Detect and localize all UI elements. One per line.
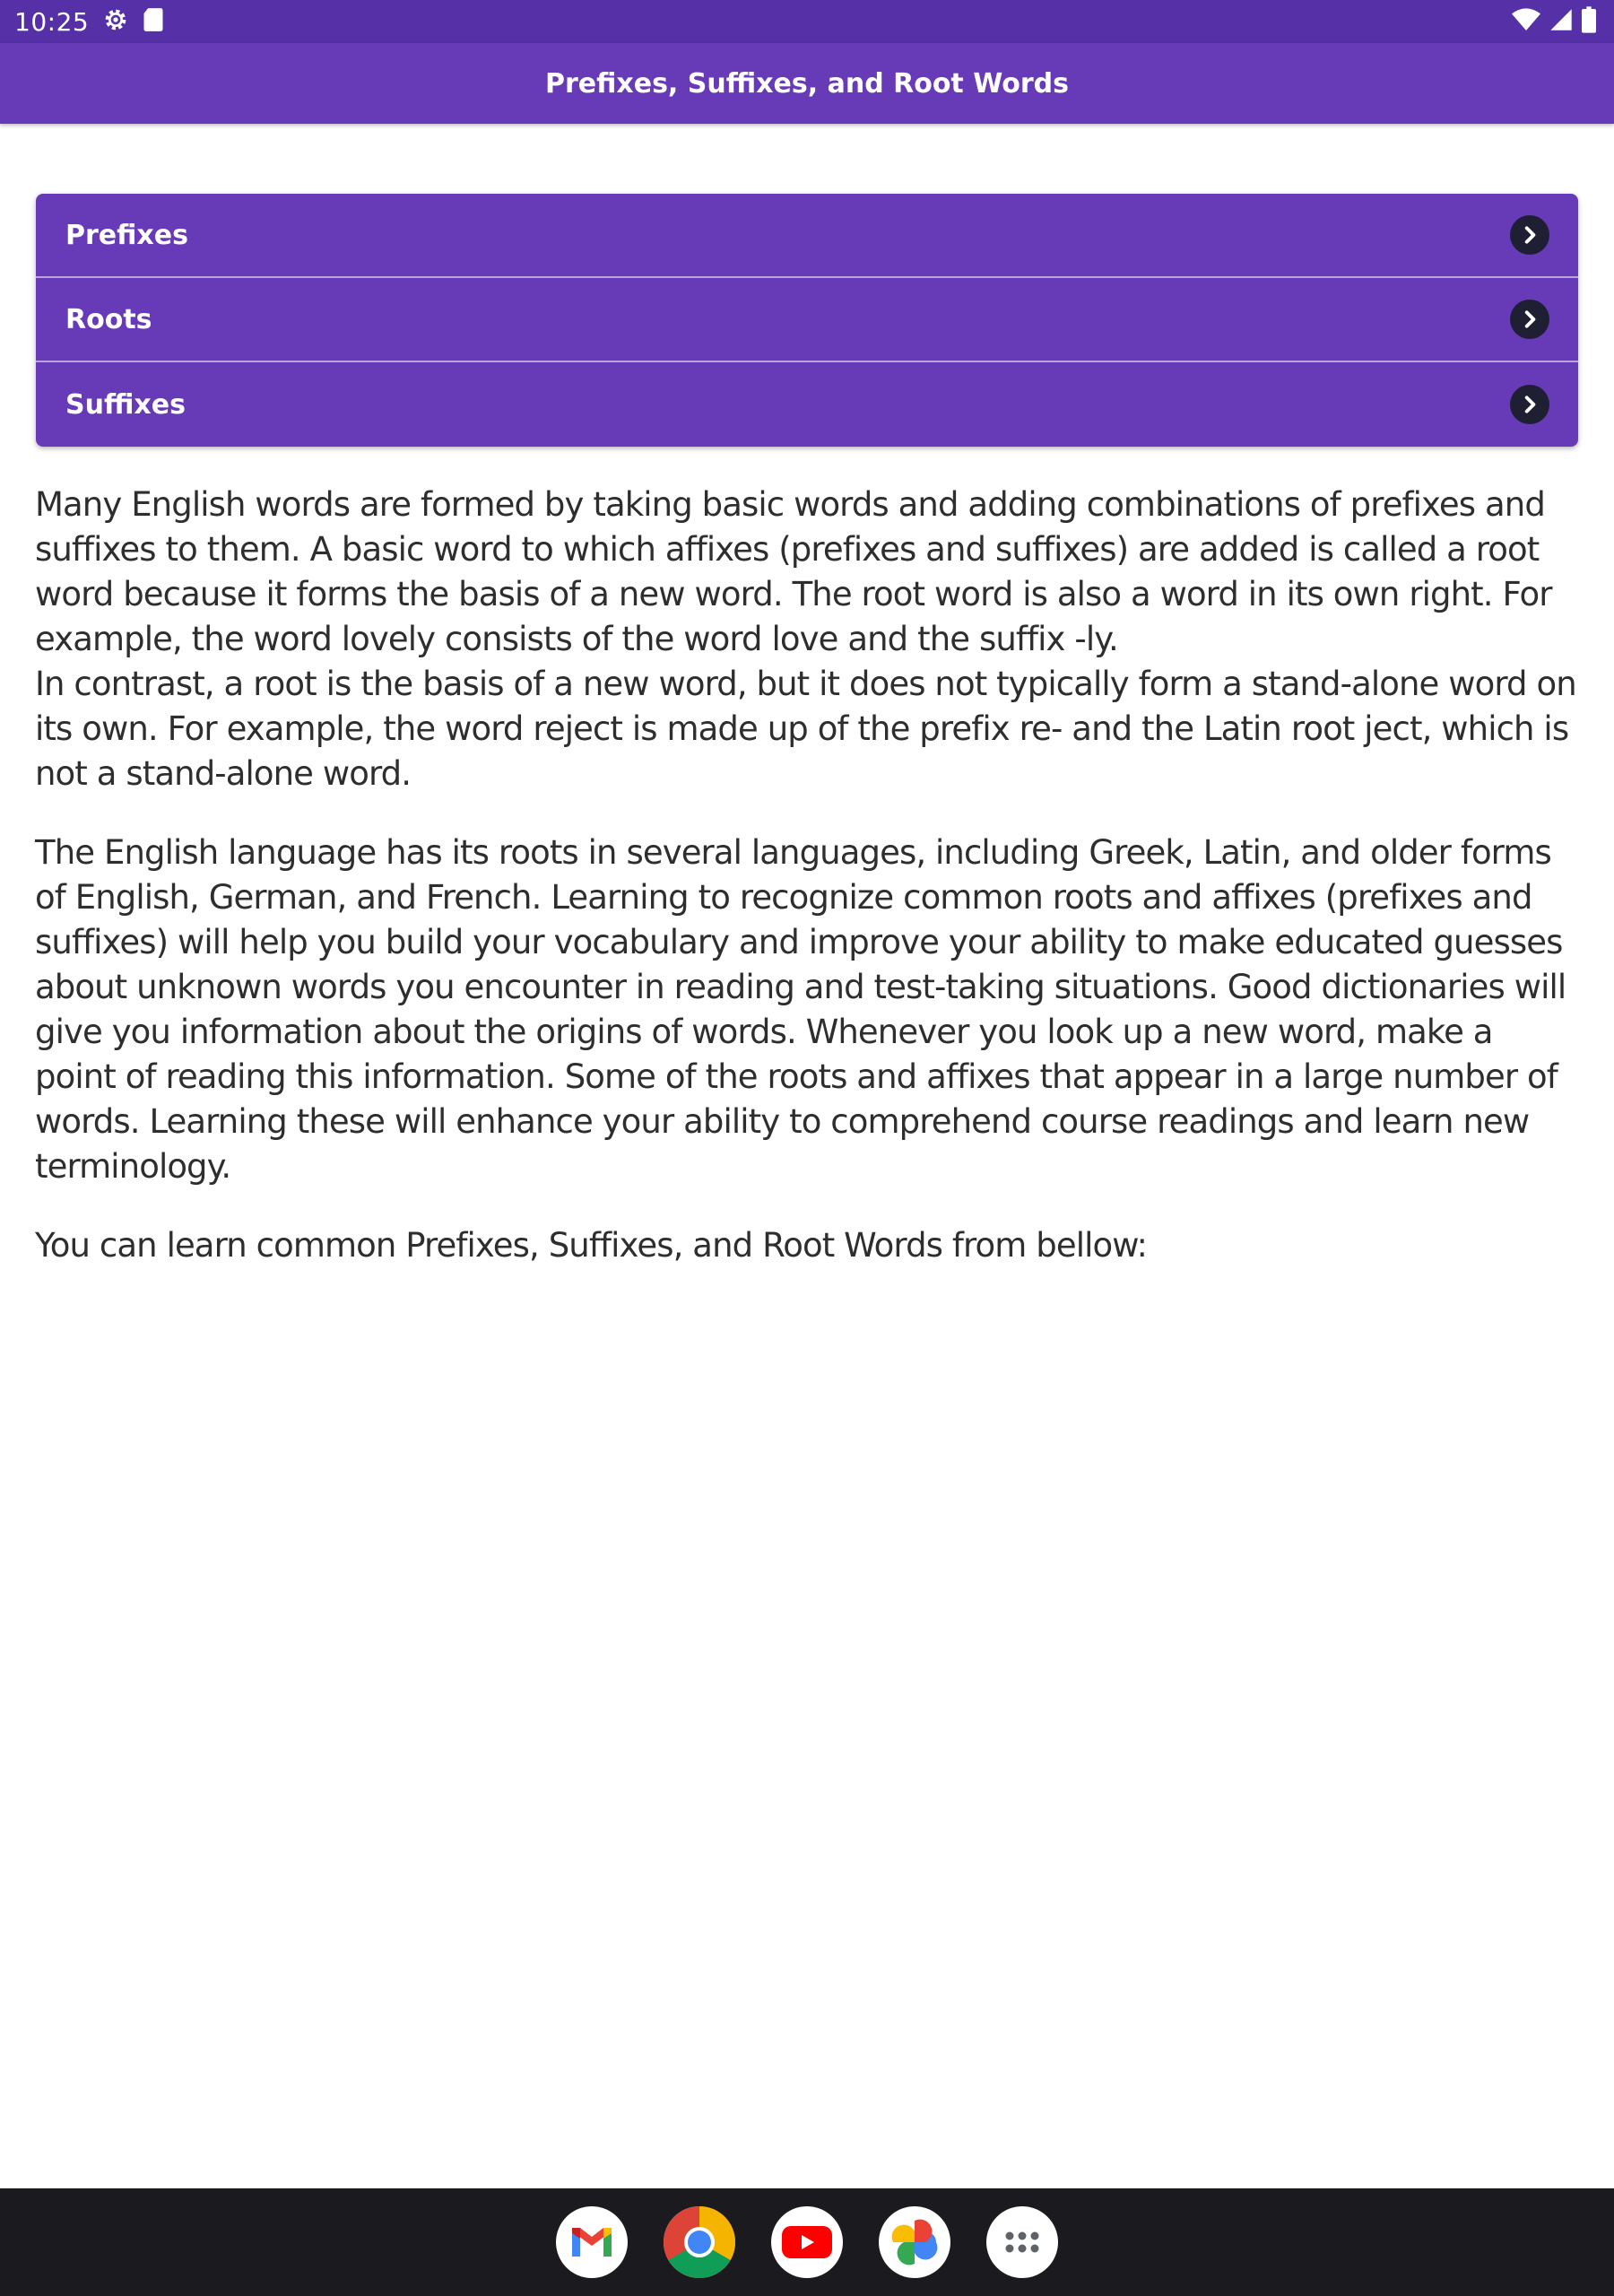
topic-menu	[36, 194, 1578, 447]
menu-item-suffixes[interactable]	[36, 362, 1578, 447]
menu-item-roots[interactable]	[36, 278, 1578, 362]
settings-gear-icon	[101, 5, 130, 39]
app-drawer-icon[interactable]	[986, 2206, 1058, 2278]
chevron-right-icon	[1510, 215, 1549, 255]
paragraph-intro-part1: Many English words are formed by taking basic words and adding combinations of prefixes and suffixes to them. A basic word to which affixes (prefixes and suffixes) are added is called a root word because it forms the basis of a new word. The root word is also a word in its own right. For example, the word lovely consists of the word love and the suffix -ly.	[35, 485, 1552, 658]
chevron-right-icon	[1510, 385, 1549, 424]
paragraph-cta: You can learn common Prefixes, Suffixes, and Root Words from bellow:	[35, 1226, 1148, 1265]
battery-icon	[1582, 6, 1596, 38]
article-content	[35, 483, 1579, 1302]
status-right	[1512, 6, 1596, 38]
status-time: 10:25	[14, 6, 90, 37]
wifi-icon	[1512, 7, 1540, 37]
app-bar	[0, 43, 1614, 124]
paragraph-intro	[35, 483, 1579, 796]
menu-item-label: Suffixes	[65, 388, 186, 421]
paragraph-origins: The English language has its roots in several languages, including Greek, Latin, and older forms of English, German, and French. Learning to recognize common roots and affixes (prefixes and suffixes) will help you build your vocabulary and improve your ability to make educated guesses about unknown words you encounter in reading and test-taking situations. Good dictionaries will give you information about the origins of words. Whenever you look up a new word, make a point of reading this information. Some of the roots and affixes that appear in a large number of words. Learning these will enhance your ability to comprehend course readings and learn new terminology.	[35, 833, 1566, 1186]
menu-item-label: Prefixes	[65, 219, 188, 251]
page-title: Prefixes, Suffixes, and Root Words	[545, 67, 1069, 100]
gmail-icon[interactable]	[556, 2206, 628, 2278]
status-left	[14, 5, 164, 39]
status-bar	[0, 0, 1614, 43]
app-dock	[0, 2188, 1614, 2296]
chrome-icon[interactable]	[664, 2206, 735, 2278]
chevron-right-icon	[1510, 300, 1549, 339]
photos-icon[interactable]	[879, 2206, 950, 2278]
menu-item-prefixes[interactable]	[36, 194, 1578, 278]
sd-card-icon	[143, 7, 164, 37]
paragraph-intro-part2: In contrast, a root is the basis of a new word, but it does not typically form a stand-alone word on its own. For example, the word reject is made up of the prefix re- and the Latin root ject, which is not a stand-alone word.	[35, 665, 1576, 793]
menu-item-label: Roots	[65, 303, 152, 335]
signal-icon	[1549, 7, 1573, 37]
youtube-icon[interactable]	[771, 2206, 843, 2278]
